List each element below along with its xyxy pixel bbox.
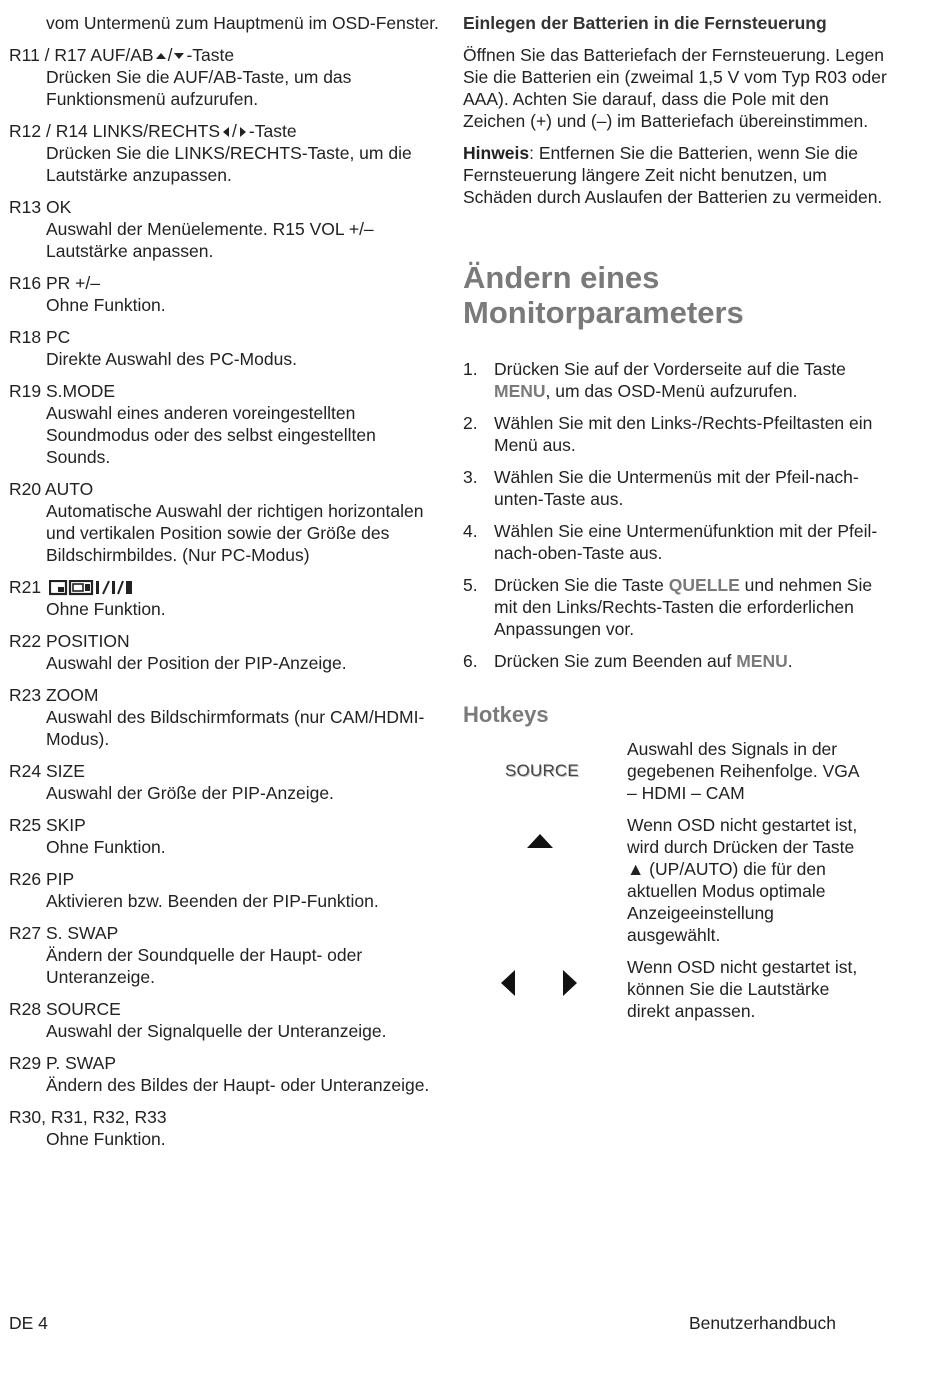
step-text-pre: Drücken Sie die Taste — [494, 575, 669, 595]
entry-r18 — [9, 326, 439, 370]
steps-list — [463, 358, 893, 672]
step-text-pre: Drücken Sie zum Beenden auf — [494, 651, 737, 671]
entry-description: Ohne Funktion. — [46, 837, 166, 857]
entry-description: Ändern der Soundquelle der Haupt- oder Unteranzeige. — [46, 945, 363, 987]
entry-r27 — [9, 922, 439, 988]
step-keyword: MENU — [494, 381, 546, 401]
left-column — [9, 12, 439, 1160]
step-keyword: QUELLE — [668, 575, 740, 595]
entry-label — [9, 576, 439, 598]
entry-label: R30, R31, R32, R33 — [9, 1107, 167, 1127]
list-item — [463, 650, 893, 672]
entry-description: Auswahl des Bildschirmformats (nur CAM/HDMI-Modus). — [46, 707, 425, 749]
entry-label-text: R21 — [9, 577, 42, 597]
label-separator: / — [167, 45, 173, 65]
list-item — [463, 520, 893, 564]
entry-label: R13 OK — [9, 197, 72, 217]
source-key-icon: SOURCE — [505, 761, 579, 780]
entry-description: Direkte Auswahl des PC-Modus. — [46, 349, 297, 369]
entry-description: Auswahl eines anderen voreingestellten Soundmodus oder des selbst eingestellten Sounds. — [46, 403, 376, 467]
list-item — [463, 466, 893, 510]
step-text-post: und nehmen Sie mit den Links/Rechts-Tasten die erforderlichen Anpassungen vor. — [494, 575, 873, 639]
entry-label: R18 PC — [9, 327, 71, 347]
entry-r28 — [9, 998, 439, 1042]
hotkeys-title: Hotkeys — [463, 702, 549, 727]
entry-r16 — [9, 272, 439, 316]
step-text — [494, 358, 893, 402]
note-label: Hinweis — [463, 143, 530, 163]
entry-label: R16 PR +/– — [9, 273, 100, 293]
entry-description: Aktivieren bzw. Beenden der PIP-Funktion. — [46, 891, 379, 911]
entry-r19 — [9, 380, 439, 468]
entry-r25 — [9, 814, 439, 858]
right-column — [463, 12, 893, 1032]
step-text-post: . — [787, 651, 793, 671]
step-text-pre: Wählen Sie eine Untermenüfunktion mit der Pfeil-nach-oben-Taste aus. — [494, 521, 878, 563]
entry-description: Auswahl der Position der PIP-Anzeige. — [46, 653, 347, 673]
entry-description: Drücken Sie die AUF/AB-Taste, um das Funktionsmenü aufzurufen. — [46, 67, 352, 109]
entry-label: R25 SKIP — [9, 815, 86, 835]
label-separator: / — [232, 121, 237, 141]
entry-label: R24 SIZE — [9, 761, 85, 781]
entry-r20 — [9, 478, 439, 566]
entry-label-suffix: -Taste — [248, 121, 297, 141]
step-text — [494, 574, 893, 640]
entry-r26 — [9, 868, 439, 912]
entry-label: R28 SOURCE — [9, 999, 121, 1019]
entry-label: R19 S.MODE — [9, 381, 115, 401]
hotkey-symbol — [463, 738, 627, 804]
step-number: 3. — [463, 467, 478, 487]
hotkey-description: Wenn OSD nicht gestartet ist, wird durch Drücken der Taste ▲ (UP/AUTO) die für den aktuellen Modus optimale Anzeigeeinstellung ausgewählt. — [627, 815, 858, 945]
step-number: 4. — [463, 521, 478, 541]
entry-r24 — [9, 760, 439, 804]
hotkey-description: Auswahl des Signals in der gegebenen Reihenfolge. VGA – HDMI – CAM — [627, 739, 859, 803]
step-text — [494, 466, 893, 510]
step-text — [494, 520, 893, 564]
entry-r29 — [9, 1052, 439, 1096]
step-keyword: MENU — [736, 651, 788, 671]
entry-label-text: R12 / R14 LINKS/RECHTS — [9, 121, 221, 141]
entry-r21 — [9, 576, 439, 620]
entry-label: R26 PIP — [9, 869, 75, 889]
entry-r30-r33 — [9, 1106, 439, 1150]
entry-label: R20 AUTO — [9, 479, 94, 499]
entry-r13 — [9, 196, 439, 262]
note-text: : Entfernen Sie die Batterien, wenn Sie die Fernsteuerung längere Zeit nicht benutzen, um Schäden durch Auslaufen der Batterien zu vermeiden. — [463, 143, 883, 207]
step-text-pre: Drücken Sie auf der Vorderseite auf die Taste — [494, 359, 846, 379]
entry-r22 — [9, 630, 439, 674]
step-text — [494, 650, 893, 672]
entry-description: Auswahl der Größe der PIP-Anzeige. — [46, 783, 334, 803]
entry-label-text: R11 / R17 AUF/AB — [9, 45, 154, 65]
entry-r23 — [9, 684, 439, 750]
hotkey-description: Wenn OSD nicht gestartet ist, können Sie die Lautstärke direkt anpassen. — [627, 957, 858, 1021]
list-item — [463, 412, 893, 456]
step-number: 2. — [463, 413, 478, 433]
entry-label — [9, 120, 439, 142]
pip-mode-icons-icon — [49, 580, 133, 596]
document-title: Benutzerhandbuch — [689, 1313, 836, 1333]
entry-description: Auswahl der Signalquelle der Unteranzeige. — [46, 1021, 387, 1041]
up-arrow-icon — [527, 834, 553, 848]
right-arrow-icon — [563, 970, 577, 996]
battery-heading: Einlegen der Batterien in die Fernsteuerung — [463, 13, 827, 33]
entry-description: Ohne Funktion. — [46, 1129, 166, 1149]
triangle-right-icon — [240, 127, 246, 137]
entry-label: R22 POSITION — [9, 631, 130, 651]
entry-description: Ändern des Bildes der Haupt- oder Unteranzeige. — [46, 1075, 430, 1095]
section-title: Ändern eines Monitorparameters — [463, 260, 744, 330]
entry-r11 — [9, 44, 439, 110]
entry-label-suffix: -Taste — [186, 45, 235, 65]
continued-text: vom Untermenü zum Hauptmenü im OSD-Fenster. — [46, 13, 439, 33]
entry-description: Drücken Sie die LINKS/RECHTS-Taste, um die Lautstärke anzupassen. — [46, 143, 412, 185]
step-text-post: , um das OSD-Menü aufzurufen. — [545, 381, 798, 401]
entry-description: Auswahl der Menüelemente. R15 VOL +/– Lautstärke anpassen. — [46, 219, 374, 261]
hotkey-row-source — [463, 738, 893, 804]
list-item — [463, 574, 893, 640]
entry-description: Automatische Auswahl der richtigen horizontalen und vertikalen Position sowie der Größe des Bildschirmbildes. (Nur PC-Modus) — [46, 501, 424, 565]
battery-paragraph: Öffnen Sie das Batteriefach der Fernsteuerung. Legen Sie die Batterien ein (zweimal 1,5 V vom Typ R03 oder AAA). Achten Sie darauf, dass die Pole mit den Zeichen (+) und (–) im Batteriefach übereinstimmen. — [463, 45, 887, 131]
step-number: 5. — [463, 575, 478, 595]
entry-label: R23 ZOOM — [9, 685, 99, 705]
entry-label: R29 P. SWAP — [9, 1053, 116, 1073]
entry-label — [9, 44, 439, 66]
step-text-pre: Wählen Sie mit den Links-/Rechts-Pfeiltasten ein Menü aus. — [494, 413, 873, 455]
step-number: 1. — [463, 359, 478, 379]
hotkey-row-left-right — [463, 956, 893, 1022]
page-number: DE 4 — [9, 1313, 48, 1333]
entry-description: Ohne Funktion. — [46, 599, 166, 619]
triangle-left-icon — [223, 127, 229, 137]
triangle-up-icon — [156, 53, 166, 59]
hotkey-row-up — [463, 814, 893, 946]
hotkey-symbol — [463, 814, 627, 946]
entry-description: Ohne Funktion. — [46, 295, 166, 315]
entry-r12 — [9, 120, 439, 186]
hotkey-symbol — [463, 956, 627, 1022]
step-number: 6. — [463, 651, 478, 671]
entry-label: R27 S. SWAP — [9, 923, 119, 943]
note-paragraph — [463, 142, 893, 208]
triangle-down-icon — [174, 53, 184, 59]
step-text — [494, 412, 893, 456]
list-item — [463, 358, 893, 402]
left-arrow-icon — [501, 970, 515, 996]
step-text-pre: Wählen Sie die Untermenüs mit der Pfeil-nach-unten-Taste aus. — [494, 467, 859, 509]
